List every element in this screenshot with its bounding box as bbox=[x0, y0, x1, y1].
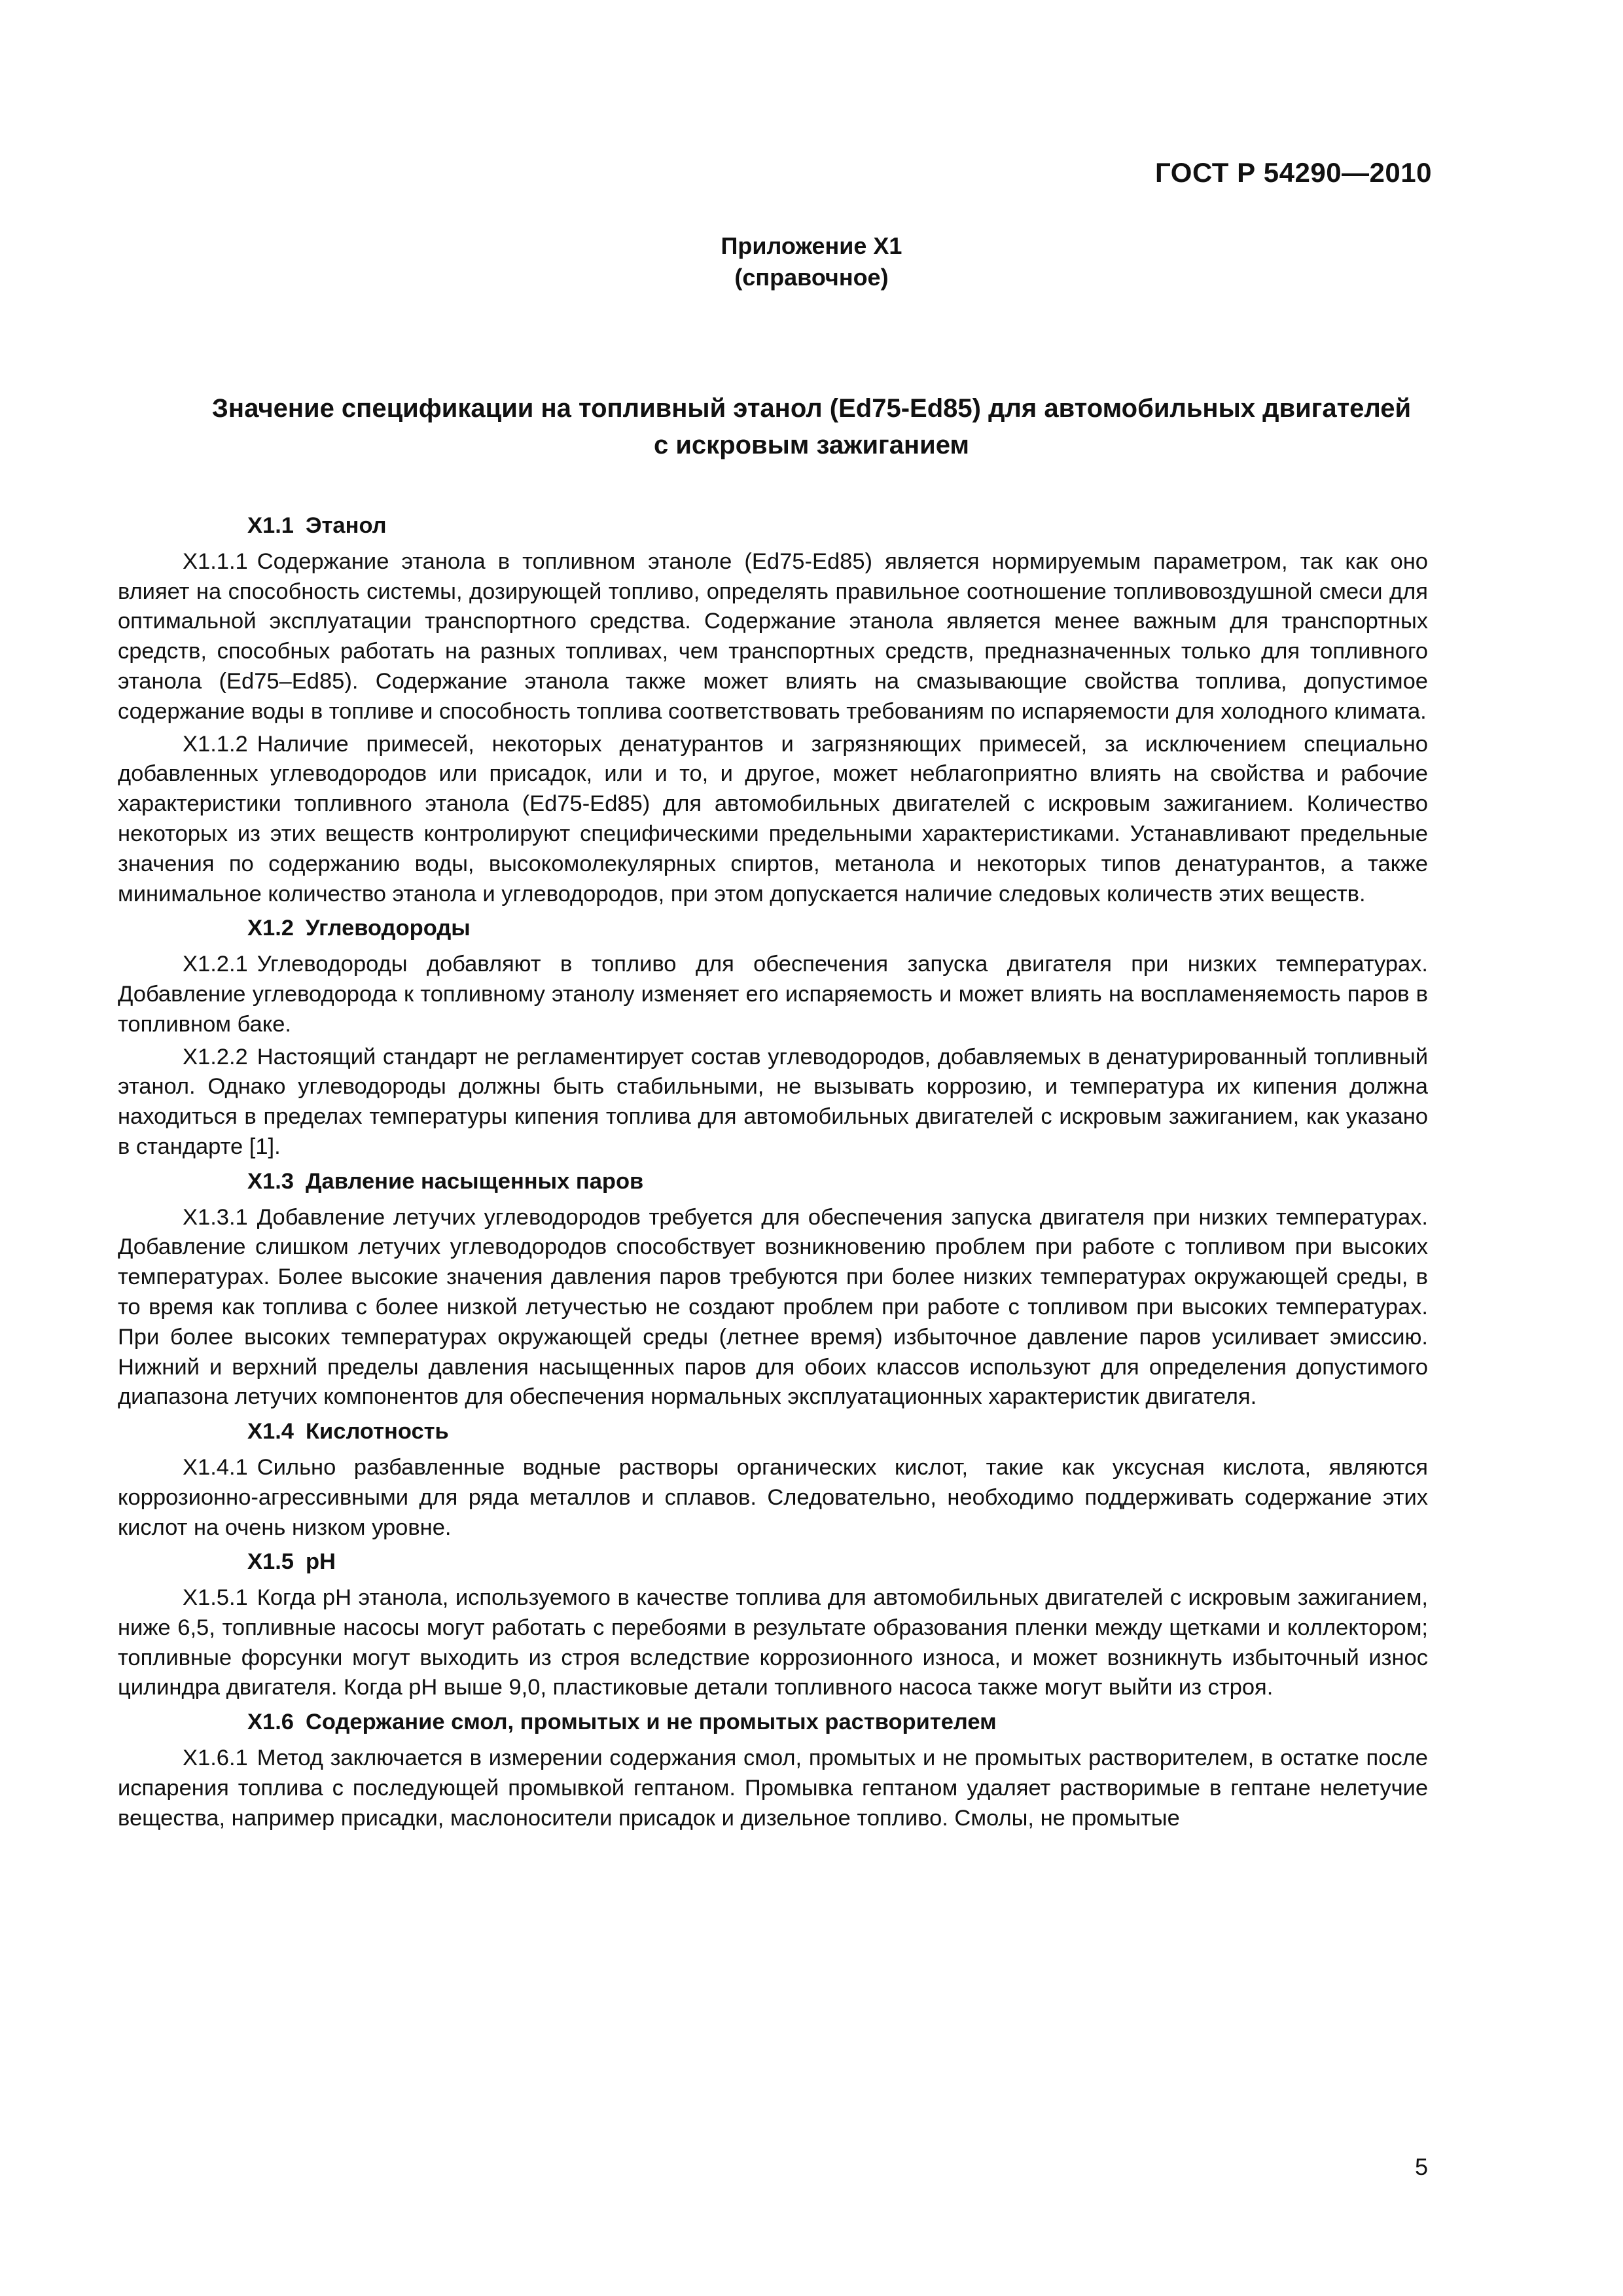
page-number: 5 bbox=[1414, 2153, 1428, 2180]
section-title: Этанол bbox=[305, 513, 387, 538]
paragraph-x1-2-2 bbox=[118, 1043, 1428, 1165]
paragraph-x1-1-2 bbox=[118, 730, 1428, 912]
section-heading-x1-4 bbox=[118, 1415, 1428, 1453]
paragraph-number: Х1.5.1 bbox=[183, 1585, 248, 1611]
paragraph-x1-3-1 bbox=[118, 1203, 1428, 1416]
document-title bbox=[118, 390, 1505, 463]
section-title: рН bbox=[305, 1549, 336, 1575]
paragraph-text: Содержание этанола в топливном этаноле (Ed75-Ed85) является нормируемым параметром, так как оно влияет на способность системы, дозирующей топливо, определять правильное соотношение топливовоздушной смеси для оптимальной эксплуатации транспортного средства. Содержание этанола является менее важным для транспортных средств, способных работать на разных топливах, чем транспортных средств, предназначенных только для топливного этанола (Ed75–Ed85). Содержание этанола также может влиять на смазывающие свойства топлива, допустимое содержание воды в топливе и способность топлива соответствовать требованиям по испаряемости для холодного климата. bbox=[118, 548, 1428, 724]
section-number: Х1.2 bbox=[247, 916, 294, 941]
annex-heading bbox=[0, 230, 1623, 293]
paragraph-number: Х1.6.1 bbox=[183, 1746, 248, 1771]
paragraph-number: Х1.2.1 bbox=[183, 952, 248, 977]
section-number: Х1.3 bbox=[247, 1168, 294, 1194]
section-number: Х1.6 bbox=[247, 1710, 294, 1735]
paragraph-text: Метод заключается в измерении содержания смол, промытых и не промытых растворителем, в остатке после испарения топлива с последующей промывкой гептаном. Промывка гептаном удаляет растворимые в гептане нелетучие вещества, например присадки, маслоносители присадок и дизельное топливо. Смолы, не промытые bbox=[118, 1746, 1428, 1831]
paragraph-x1-1-1 bbox=[118, 547, 1428, 730]
paragraph-text: Сильно разбавленные водные растворы органических кислот, такие как уксусная кислота, являются коррозионно-агрессивными для ряда металлов и сплавов. Следовательно, необходимо поддерживать содержание этих кислот на очень низком уровне. bbox=[118, 1454, 1428, 1540]
paragraph-x1-6-1 bbox=[118, 1744, 1428, 1836]
section-heading-x1-1 bbox=[118, 509, 1428, 547]
section-heading-x1-5 bbox=[118, 1545, 1428, 1583]
paragraph-text: Добавление летучих углеводородов требуется для обеспечения запуска двигателя при низких температурах. Добавление слишком летучих углеводородов способствует возникновению проблем при работе с топливом при высоких температурах. Более высокие значения давления паров требуются при более низких температурах окружающей среды, в то время как топлива с более низкой летучестью не создают проблем при работе с топливом при высоких температурах. При более высоких температурах окружающей среды (летнее время) избыточное давление паров усиливает эмиссию. Нижний и верхний пределы давления насыщенных паров для обоих классов используют для определения допустимого диапазона летучих компонентов для обеспечения нормальных эксплуатационных характеристик двигателя. bbox=[118, 1204, 1428, 1410]
document-body bbox=[118, 509, 1428, 1836]
paragraph-number: Х1.1.2 bbox=[183, 731, 248, 757]
paragraph-x1-4-1 bbox=[118, 1453, 1428, 1545]
paragraph-x1-2-1 bbox=[118, 950, 1428, 1042]
paragraph-text: Настоящий стандарт не регламентирует состав углеводородов, добавляемых в денатурированный топливный этанол. Однако углеводороды должны быть стабильными, не вызывать коррозию, и температура их кипения должна находиться в пределах температуры кипения топлива для автомобильных двигателей с искровым зажиганием, как указано в стандарте [1]. bbox=[118, 1044, 1428, 1159]
paragraph-number: Х1.2.2 bbox=[183, 1044, 248, 1069]
paragraph-x1-5-1 bbox=[118, 1583, 1428, 1706]
section-heading-x1-6 bbox=[118, 1706, 1428, 1744]
document-code: ГОСТ Р 54290—2010 bbox=[1155, 157, 1432, 188]
annex-kind: (справочное) bbox=[734, 264, 889, 291]
section-number: Х1.1 bbox=[247, 513, 294, 538]
paragraph-number: Х1.3.1 bbox=[183, 1204, 248, 1230]
annex-label: Приложение Х1 bbox=[721, 232, 902, 259]
section-title: Кислотность bbox=[305, 1419, 449, 1444]
section-heading-x1-2 bbox=[118, 912, 1428, 950]
section-number: Х1.4 bbox=[247, 1419, 294, 1444]
section-title: Содержание смол, промытых и не промытых растворителем bbox=[305, 1710, 997, 1735]
paragraph-text: Когда рН этанола, используемого в качестве топлива для автомобильных двигателей с искровым зажиганием, ниже 6,5, топливные насосы могут работать с перебоями в результате образования пленки между щетками и коллектором; топливные форсунки могут выходить из строя вследствие коррозионного износа, и может возникнуть избыточный износ цилиндра двигателя. Когда рН выше 9,0, пластиковые детали топливного насоса также могут выйти из строя. bbox=[118, 1585, 1428, 1700]
paragraph-text: Наличие примесей, некоторых денатурантов и загрязняющих примесей, за исключением специально добавленных углеводородов или присадок, или и то, и другое, может неблагоприятно влиять на свойства и рабочие характеристики топливного этанола (Ed75-Ed85) для автомобильных двигателей с искровым зажиганием. Количество некоторых из этих веществ контролируют специфическими предельными характеристиками. Устанавливают предельные значения по содержанию воды, высокомолекулярных спиртов, метанола и некоторых типов денатурантов, а также минимальное количество этанола и углеводородов, при этом допускается наличие следовых количеств этих веществ. bbox=[118, 731, 1428, 906]
section-title: Углеводороды bbox=[305, 916, 471, 941]
paragraph-number: Х1.4.1 bbox=[183, 1454, 248, 1480]
paragraph-text: Углеводороды добавляют в топливо для обеспечения запуска двигателя при низких температурах. Добавление углеводорода к топливному этанолу изменяет его испаряемость и может влиять на воспламеняемость паров в топливном баке. bbox=[118, 952, 1428, 1037]
section-title: Давление насыщенных паров bbox=[305, 1168, 644, 1194]
section-number: Х1.5 bbox=[247, 1549, 294, 1575]
document-title-line-1: Значение спецификации на топливный этанол (Ed75-Ed85) для автомобильных двигателей bbox=[211, 394, 1412, 423]
section-heading-x1-3 bbox=[118, 1165, 1428, 1203]
document-title-line-2: с искровым зажиганием bbox=[653, 431, 970, 459]
paragraph-number: Х1.1.1 bbox=[183, 548, 248, 574]
